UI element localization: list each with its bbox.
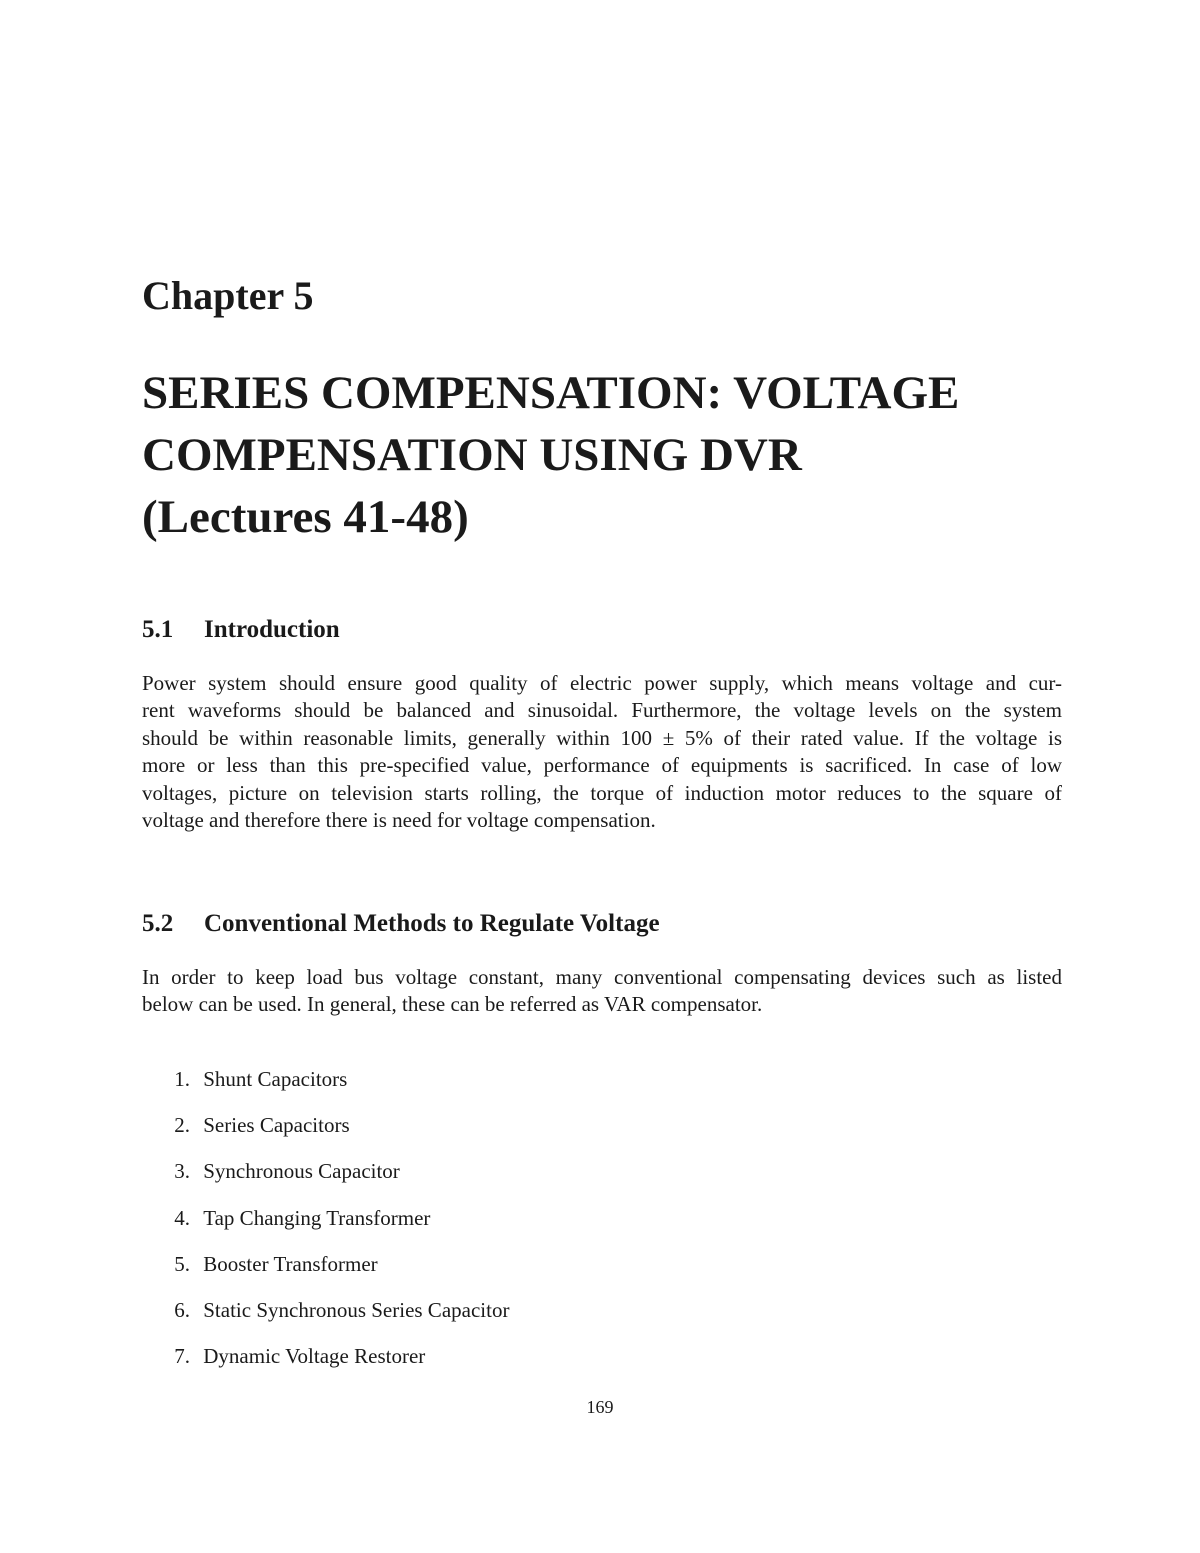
chapter-title xyxy=(142,362,1102,548)
list-item xyxy=(142,1341,425,1371)
list-item xyxy=(142,1064,347,1094)
list-marker: 3. xyxy=(174,1159,190,1183)
list-item xyxy=(142,1156,400,1186)
list-marker: 6. xyxy=(174,1298,190,1322)
paragraph-line: voltages, picture on television starts rolling, the torque of induction motor reduces to the square of xyxy=(142,780,1062,805)
list-item-text: Synchronous Capacitor xyxy=(203,1159,400,1183)
section-heading-introduction xyxy=(142,614,340,646)
list-item-text: Static Synchronous Series Capacitor xyxy=(203,1298,510,1322)
list-marker: 5. xyxy=(174,1252,190,1276)
list-marker: 1. xyxy=(174,1067,190,1091)
section-title: Introduction xyxy=(204,616,340,643)
introduction-paragraph xyxy=(142,670,1062,834)
list-item-text: Booster Transformer xyxy=(203,1252,378,1276)
paragraph-line: In order to keep load bus voltage constant, many conventional compensating devices such as listed xyxy=(142,965,1062,989)
page-number: 169 xyxy=(586,1397,614,1417)
list-item xyxy=(142,1203,430,1233)
paragraph-line: rent waveforms should be balanced and sinusoidal. Furthermore, the voltage levels on the system xyxy=(142,698,1062,723)
conventional-methods-paragraph xyxy=(142,964,1062,1019)
section-number: 5.2 xyxy=(142,910,174,937)
section-title: Conventional Methods to Regulate Voltage xyxy=(204,910,660,937)
paragraph-line: voltage and therefore there is need for voltage compensation. xyxy=(142,808,656,833)
list-marker: 4. xyxy=(174,1206,190,1230)
paragraph-line: more or less than this pre-specified value, performance of equipments is sacrificed. In case of low xyxy=(142,753,1062,778)
section-heading-conventional-methods xyxy=(142,908,660,940)
list-item xyxy=(142,1295,509,1325)
list-item-text: Tap Changing Transformer xyxy=(203,1206,431,1230)
paragraph-line: Power system should ensure good quality of electric power supply, which means voltage and cur- xyxy=(142,671,1062,695)
paragraph-line: should be within reasonable limits, generally within 100 ± 5% of their rated value. If the voltage is xyxy=(142,725,1062,750)
list-item-text: Shunt Capacitors xyxy=(203,1067,348,1091)
chapter-title-line: COMPENSATION USING DVR xyxy=(142,429,802,481)
list-item xyxy=(142,1249,378,1279)
paragraph-line: below can be used. In general, these can be referred as VAR compensator. xyxy=(142,992,763,1017)
list-marker: 7. xyxy=(174,1344,190,1368)
list-item xyxy=(142,1110,350,1140)
list-marker: 2. xyxy=(174,1113,190,1137)
chapter-label: Chapter 5 xyxy=(142,273,314,318)
chapter-title-line: SERIES COMPENSATION: VOLTAGE xyxy=(142,367,960,419)
section-number: 5.1 xyxy=(142,616,174,643)
list-item-text: Series Capacitors xyxy=(203,1113,350,1137)
chapter-title-line: (Lectures 41-48) xyxy=(142,491,469,543)
list-item-text: Dynamic Voltage Restorer xyxy=(203,1344,426,1368)
